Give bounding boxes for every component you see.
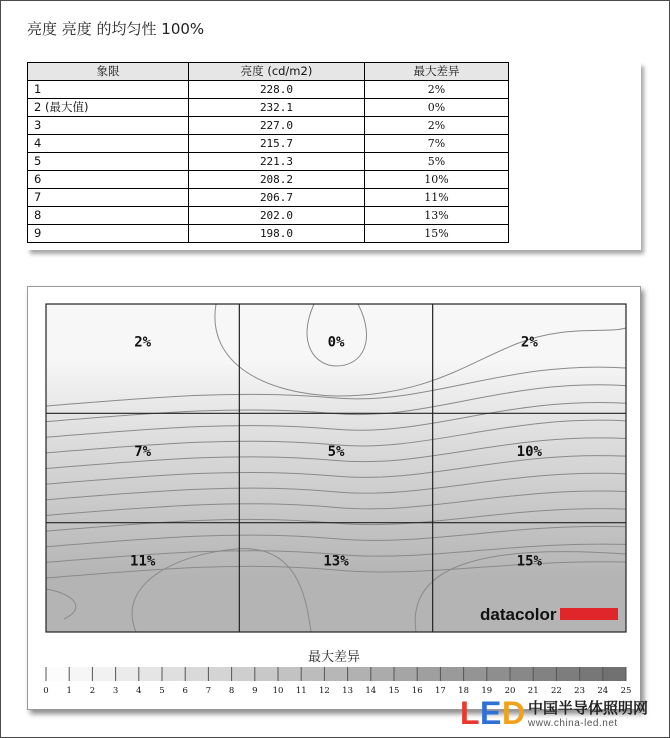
colorscale-tick-label: 24	[597, 686, 609, 696]
table-row	[28, 207, 509, 225]
colorscale-tick-label: 17	[434, 686, 446, 696]
colorscale-segment	[580, 667, 604, 681]
colorscale-tick-label: 22	[550, 686, 562, 696]
cell-max-diff: 2%	[365, 117, 509, 135]
cell-luminance: 221.3	[189, 153, 365, 171]
cell-luminance: 208.2	[189, 171, 365, 189]
cell-max-diff: 0%	[365, 99, 509, 117]
colorscale-segment	[46, 667, 70, 681]
cell-max-diff: 15%	[365, 225, 509, 243]
uniformity-heatmap	[28, 287, 640, 709]
cell-luminance: 202.0	[189, 207, 365, 225]
colorscale-segment	[255, 667, 279, 681]
colorscale-tick-label: 15	[388, 686, 400, 696]
colorscale-segment	[394, 667, 418, 681]
cell-label: 2%	[134, 334, 152, 351]
colorscale-tick-label: 23	[574, 686, 586, 696]
colorscale-tick-label: 5	[159, 686, 165, 696]
heatmap-background	[46, 304, 626, 632]
colorscale-tick-label: 4	[136, 686, 142, 696]
colorscale-tick-label: 9	[252, 686, 258, 696]
colorscale-segment	[603, 667, 627, 681]
header-luminance: 亮度 (cd/m2)	[189, 63, 365, 81]
colorscale-segment	[208, 667, 232, 681]
table-row	[28, 171, 509, 189]
colorscale-tick-label: 10	[272, 686, 284, 696]
colorscale-tick-label: 12	[318, 686, 330, 696]
colorscale-tick-label: 18	[458, 686, 470, 696]
colorscale-segment	[278, 667, 302, 681]
colorscale-title: 最大差异	[307, 650, 361, 665]
cell-label: 13%	[323, 553, 349, 570]
colorscale-segment	[510, 667, 534, 681]
cell-quadrant: 9	[28, 225, 189, 243]
datacolor-logo: datacolor	[480, 605, 557, 624]
table-row	[28, 135, 509, 153]
cell-label: 11%	[130, 553, 156, 570]
cell-quadrant: 8	[28, 207, 189, 225]
uniformity-table-card	[27, 62, 641, 250]
colorscale-segment	[301, 667, 325, 681]
cell-max-diff: 11%	[365, 189, 509, 207]
colorscale-tick-label: 19	[481, 686, 493, 696]
header-quadrant: 象限	[28, 63, 189, 81]
colorscale-segment	[185, 667, 209, 681]
cell-max-diff: 7%	[365, 135, 509, 153]
uniformity-table	[27, 62, 509, 243]
uniformity-chart-card	[27, 286, 641, 710]
colorscale-segment	[92, 667, 116, 681]
site-url: www.china-led.net	[528, 718, 618, 729]
cell-luminance: 232.1	[189, 99, 365, 117]
colorscale-segment	[69, 667, 93, 681]
colorscale-tick-label: 7	[205, 686, 212, 696]
colorscale-tick-label: 25	[620, 686, 632, 696]
colorscale-segment	[533, 667, 557, 681]
colorscale-segment	[464, 667, 488, 681]
colorscale-tick-label: 1	[66, 686, 72, 696]
colorscale-segment	[487, 667, 511, 681]
cell-quadrant: 1	[28, 81, 189, 99]
cell-luminance: 215.7	[189, 135, 365, 153]
header-max-diff: 最大差异	[365, 63, 509, 81]
colorscale-tick-label: 16	[411, 686, 423, 696]
cell-luminance: 228.0	[189, 81, 365, 99]
cell-quadrant: 3	[28, 117, 189, 135]
cell-label: 2%	[520, 334, 538, 351]
colorscale-segment	[324, 667, 348, 681]
colorscale-segment	[139, 667, 163, 681]
page-title: 亮度 亮度 的均匀性 100%	[27, 20, 205, 38]
cell-label: 10%	[516, 444, 542, 460]
colorscale-segment	[440, 667, 464, 681]
table-row	[28, 117, 509, 135]
colorscale-tick-label: 3	[112, 686, 119, 696]
colorscale-tick-label: 14	[365, 686, 377, 696]
cell-max-diff: 13%	[365, 207, 509, 225]
cell-quadrant: 6	[28, 171, 189, 189]
table-row	[28, 81, 509, 99]
cell-max-diff: 5%	[365, 153, 509, 171]
table-row	[28, 189, 509, 207]
site-watermark	[458, 694, 668, 734]
colorscale-segment	[232, 667, 256, 681]
colorscale-bar	[46, 667, 627, 681]
cell-label: 0%	[327, 334, 345, 351]
datacolor-logo-bar	[560, 608, 618, 620]
cell-luminance: 206.7	[189, 189, 365, 207]
colorscale-tick-label: 0	[43, 686, 49, 696]
colorscale-segment	[348, 667, 372, 681]
cell-quadrant: 4	[28, 135, 189, 153]
colorscale-segment	[162, 667, 186, 681]
led-logo-icon	[458, 694, 528, 730]
colorscale-tick-label: 6	[182, 686, 188, 696]
svg-text:E: E	[480, 695, 502, 730]
colorscale-tick-label: 20	[504, 686, 516, 696]
table-row	[28, 153, 509, 171]
table-header-row	[28, 63, 509, 81]
svg-text:L: L	[460, 695, 480, 730]
table-row	[28, 225, 509, 243]
cell-quadrant: 2 (最大值)	[28, 99, 189, 117]
colorscale-tick-label: 8	[228, 686, 235, 696]
cell-label: 7%	[134, 444, 152, 460]
cell-label: 5%	[327, 444, 345, 460]
colorscale-tick-label: 2	[89, 686, 96, 696]
colorscale-segment	[556, 667, 580, 681]
svg-text:D: D	[502, 695, 526, 730]
colorscale-tick-label: 13	[342, 686, 354, 696]
table-row	[28, 99, 509, 117]
colorscale-segment	[417, 667, 441, 681]
cell-max-diff: 2%	[365, 81, 509, 99]
cell-label: 15%	[516, 553, 542, 570]
cell-luminance: 198.0	[189, 225, 365, 243]
cell-quadrant: 7	[28, 189, 189, 207]
colorscale-segment	[116, 667, 140, 681]
colorscale-segment	[371, 667, 395, 681]
cell-quadrant: 5	[28, 153, 189, 171]
cell-luminance: 227.0	[189, 117, 365, 135]
colorscale-tick-label: 11	[295, 686, 307, 696]
colorscale-tick-label: 21	[527, 686, 539, 696]
cell-max-diff: 10%	[365, 171, 509, 189]
site-name: 中国半导体照明网	[528, 699, 649, 717]
